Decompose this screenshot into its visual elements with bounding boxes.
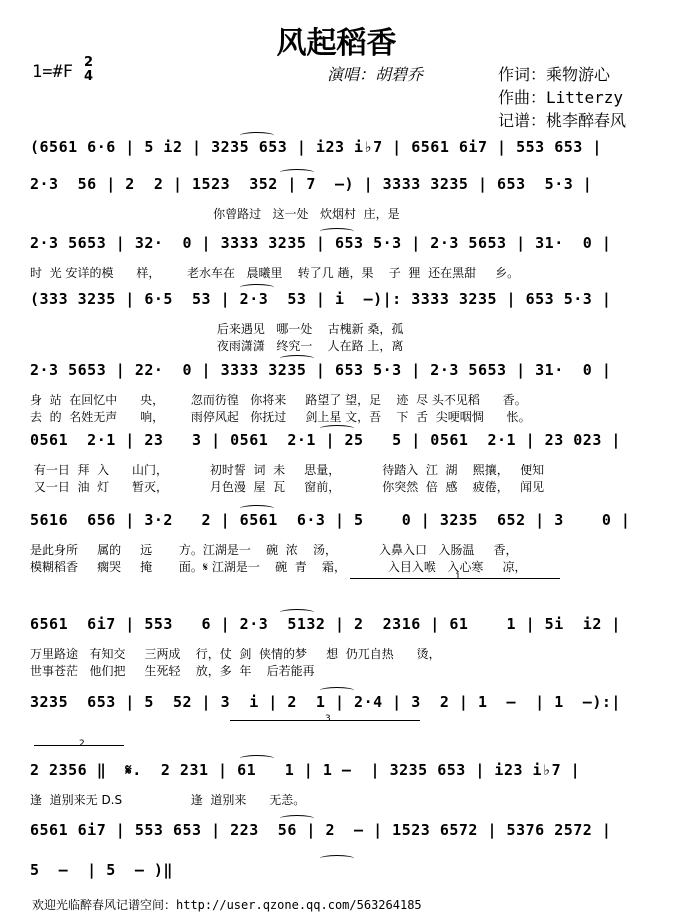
lyric-line: 时 光 安详的模 样， 老水车在 晨曦里 转了几 趟，果 子 狸 还在黑甜 乡。 — [30, 266, 520, 280]
volta-number: 2 — [79, 739, 85, 749]
slur-mark — [320, 228, 354, 235]
notation-line: 0561 2·1 | 23 3 | 0561 2·1 | 25 5 | 0561 2·1 | 23 023 | — [30, 431, 621, 449]
notation-row — [30, 361, 650, 383]
lyric-line: 后来遇见 哪一处 古槐新 桑，孤 — [30, 322, 404, 336]
notation-line: (333 3235 | 6·5 53 | 2·3 53 | i –)|: 3333 3235 | 653 5·3 | — [30, 290, 612, 308]
slur-mark — [280, 355, 314, 362]
time-signature — [84, 56, 93, 84]
notation-row — [30, 693, 650, 715]
lyric-line: 去 的 名姓无声 响， 雨停风起 你抚过 剑上星 文，吾 下 舌 尖哽咽惆 怅。 — [30, 410, 531, 424]
key-signature: 1=#F — [32, 62, 73, 82]
notation-row — [30, 290, 650, 312]
footer-text: 欢迎光临醉春风记谱空间：http://user.qzone.qq.com/563264185 — [32, 898, 422, 912]
notation-line: 3235 653 | 5 52 | 3 i | 2 1 | 2·4 | 3 2 | 1 – | 1 –):| — [30, 693, 621, 711]
lyric-line: 是此身所 属的 远 方。江湖是一 碗 浓 汤， 入鼻入口 入肠温 香， — [30, 543, 518, 557]
lyric-line: 你曾路过 这一处 炊烟村 庄，是 — [30, 207, 400, 221]
notation-row — [30, 431, 650, 453]
slur-mark — [320, 855, 354, 862]
volta-number: 3 — [325, 714, 331, 724]
slur-mark — [280, 815, 314, 822]
notation-line: 6561 6i7 | 553 653 | 223 56 | 2 – | 1523 6572 | 5376 2572 | — [30, 821, 612, 839]
notation-line: 2·3 5653 | 22· 0 | 3333 3235 | 653 5·3 | 2·3 5653 | 31· 0 | — [30, 361, 612, 379]
slur-mark — [280, 169, 314, 176]
volta-number: 1 — [455, 572, 461, 582]
notation-line: 2·3 56 | 2 2 | 1523 352 | 7 –) | 3333 3235 | 653 5·3 | — [30, 175, 593, 193]
slur-mark — [240, 132, 274, 139]
notation-line: 2 2356 ‖ 𝄋. 2 231 | 61 1 | 1 – | 3235 653 | i23 i♭7 | — [30, 761, 581, 779]
slur-mark — [240, 284, 274, 291]
meter-bottom: 4 — [84, 69, 94, 84]
notation-row — [30, 615, 650, 637]
notation-line: 6561 6i7 | 553 6 | 2·3 5132 | 2 2316 | 61 1 | 5i i2 | — [30, 615, 621, 633]
notation-row — [30, 511, 650, 533]
transcriber-credit: 记谱：桃李醉春风 — [498, 111, 627, 130]
singer-credit: 演唱：胡碧乔 — [327, 65, 424, 84]
lyric-line: 又一日 油 灯 暂灭， 月色漫 屋 瓦 窗前， 你突然 倍 感 疲倦， 闻见 — [30, 480, 545, 494]
slur-mark — [280, 609, 314, 616]
slur-mark — [320, 425, 354, 432]
notation-line: 5 – | 5 – )‖ — [30, 861, 173, 879]
slur-mark — [240, 505, 274, 512]
notation-line: (6561 6·6 | 5 i2 | 3235 653 | i23 i♭7 | 6561 6i7 | 553 653 | — [30, 138, 602, 156]
lyric-line: 夜雨潇潇 终究一 人在路 上，离 — [30, 339, 404, 353]
lyricist-credit: 作词：乘物游心 — [498, 65, 611, 84]
notation-row — [30, 138, 650, 160]
lyric-line: 有一日 拜 入 山门， 初时誓 词 未 思量， 待踏入 江 湖 熙攘， 便知 — [30, 463, 545, 477]
song-title: 风起稻香 — [276, 26, 397, 61]
notation-line: 5616 656 | 3·2 2 | 6561 6·3 | 5 0 | 3235 652 | 3 0 | — [30, 511, 631, 529]
lyric-line: 世事苍茫 他们把 生死轻 放，多 年 后若能再 — [30, 664, 315, 678]
lyric-line: 身 站 在回忆中 央， 忽而彷徨 你将来 路望了 望，足 迹 尽 头不见稻 香。 — [30, 393, 527, 407]
notation-row — [30, 861, 650, 883]
lyric-line: 模糊稻香 瘸哭 掩 面。𝄋 江湖是一 碗 青 霜， 入目入喉 入心寒 凉， — [30, 560, 527, 574]
composer-credit: 作曲：Litterzy — [498, 88, 624, 107]
notation-row — [30, 821, 650, 843]
lyric-line: 逢 道别来无 D.S 逢 道别来 无恙。 — [30, 793, 306, 807]
slur-mark — [240, 755, 274, 762]
notation-line: 2·3 5653 | 32· 0 | 3333 3235 | 653 5·3 | 2·3 5653 | 31· 0 | — [30, 234, 612, 252]
notation-row — [30, 761, 650, 783]
meter-top: 2 — [84, 55, 94, 70]
slur-mark — [320, 687, 354, 694]
notation-row — [30, 175, 650, 197]
lyric-line: 万里路途 有知交 三两成 行，仗 剑 侠情的梦 想 仍兀自热 烫， — [30, 647, 441, 661]
notation-row — [30, 234, 650, 256]
